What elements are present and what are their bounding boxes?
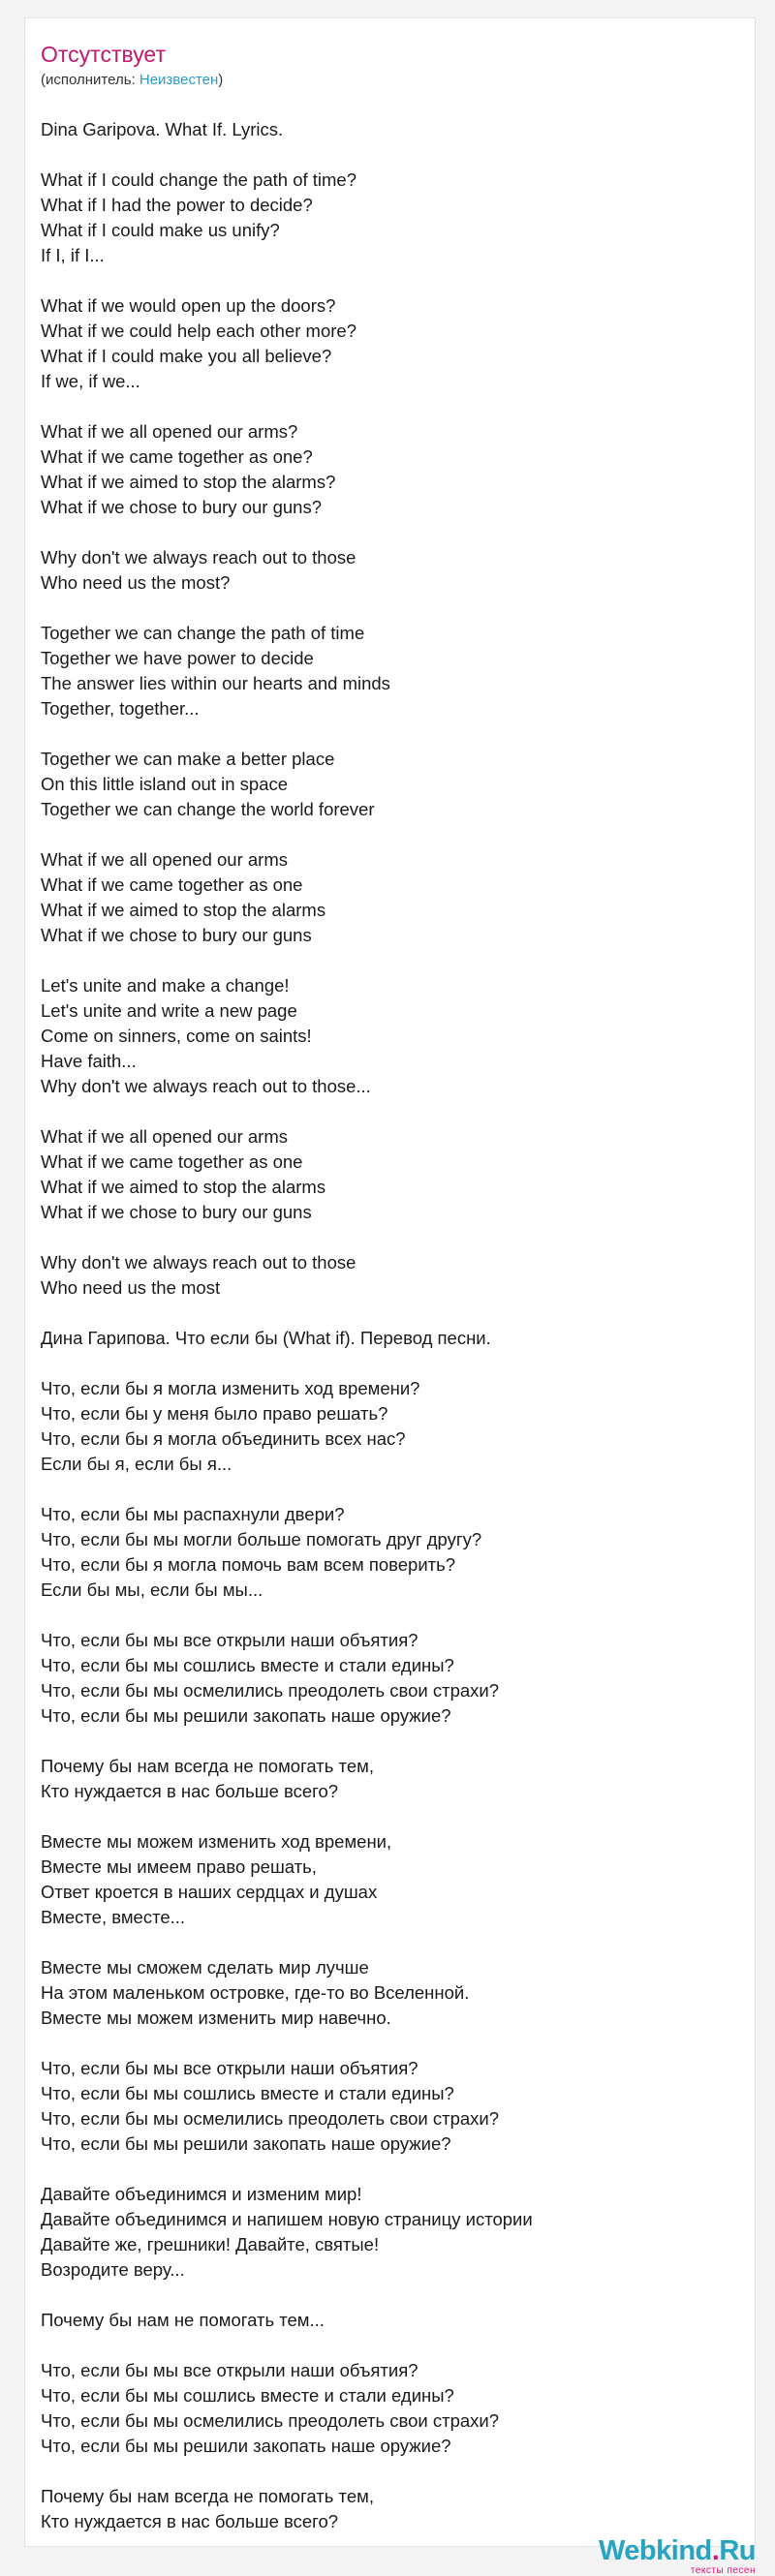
lyrics-line: Почему бы нам не помогать тем... <box>41 2310 325 2330</box>
lyrics-line: Together we can make a better place <box>41 749 335 769</box>
lyrics-stanza <box>41 2056 739 2157</box>
lyrics-line: If I, if I... <box>41 245 105 265</box>
lyrics-line: Что, если бы мы распахнули двери? <box>41 1504 345 1524</box>
lyrics-line: Что, если бы мы осмелились преодолеть свои страхи? <box>41 2410 500 2431</box>
lyrics-line: Что, если бы мы все открыли наши объятия? <box>41 2058 418 2078</box>
lyrics-line: What if we came together as one <box>41 874 303 895</box>
lyrics-line: Давайте объединимся и изменим мир! <box>41 2184 362 2204</box>
lyrics-line: Who need us the most <box>41 1277 221 1298</box>
lyrics-line: Давайте объединимся и напишем новую страницу истории <box>41 2209 533 2229</box>
lyrics-line: Что, если бы я могла изменить ход времени? <box>41 1378 420 1398</box>
lyrics-line: Why don't we always reach out to those <box>41 1252 356 1273</box>
lyrics-line: Почему бы нам всегда не помогать тем, <box>41 2486 374 2506</box>
lyrics-line: Что, если бы мы сошлись вместе и стали едины? <box>41 2385 454 2406</box>
lyrics-line: Have faith... <box>41 1051 137 1071</box>
lyrics-line: What if we chose to bury our guns <box>41 1202 312 1222</box>
lyrics-line: Вместе мы сможем сделать мир лучше <box>41 1957 369 1978</box>
lyrics-line: Почему бы нам всегда не помогать тем, <box>41 1756 374 1776</box>
lyrics-line: Что, если бы мы решили закопать наше оружие? <box>41 2133 451 2154</box>
lyrics-line: Together we can change the path of time <box>41 623 365 643</box>
lyrics-card <box>24 17 756 2547</box>
artist-link[interactable]: Неизвестен <box>139 72 219 88</box>
lyrics-line: Давайте же, грешники! Давайте, святые! <box>41 2234 380 2254</box>
logo-tagline: тексты песен <box>690 2565 756 2576</box>
lyrics-stanza <box>41 621 739 721</box>
lyrics-line: What if we aimed to stop the alarms? <box>41 472 336 492</box>
lyrics-line: The answer lies within our hearts and minds <box>41 673 390 693</box>
lyrics-stanza <box>41 2182 739 2283</box>
lyrics-line: Come on sinners, come on saints! <box>41 1026 312 1046</box>
lyrics-stanza <box>41 419 739 520</box>
lyrics-line: Dina Garipova. What If. Lyrics. <box>41 119 284 139</box>
lyrics-line: On this little island out in space <box>41 774 289 794</box>
lyrics-line: Ответ кроется в наших сердцах и душах <box>41 1882 378 1902</box>
lyrics-stanza <box>41 117 739 142</box>
lyrics-line: Кто нуждается в нас больше всего? <box>41 1781 339 1801</box>
lyrics-line: Who need us the most? <box>41 572 231 593</box>
lyrics-line: What if we could help each other more? <box>41 321 356 341</box>
lyrics-line: Why don't we always reach out to those... <box>41 1076 371 1096</box>
lyrics-line: What if we all opened our arms <box>41 849 289 870</box>
lyrics-line: Что, если бы мы сошлись вместе и стали едины? <box>41 1655 454 1675</box>
lyrics-stanza <box>41 1628 739 1729</box>
lyrics-line: Что, если бы мы все открыли наши объятия? <box>41 2360 418 2380</box>
lyrics-line: Вместе мы можем изменить ход времени, <box>41 1831 392 1852</box>
artist-suffix: ) <box>218 72 224 88</box>
lyrics-stanza <box>41 1326 739 1351</box>
lyrics-line: Если бы я, если бы я... <box>41 1454 232 1474</box>
lyrics-line: Вместе, вместе... <box>41 1907 186 1927</box>
lyrics-stanza <box>41 1376 739 1477</box>
lyrics-stanza <box>41 545 739 596</box>
logo-wordmark <box>599 2537 756 2565</box>
lyrics-line: Что, если бы мы осмелились преодолеть свои страхи? <box>41 1680 500 1701</box>
lyrics-line: Вместе мы можем изменить мир навечно. <box>41 2008 391 2028</box>
lyrics-stanza <box>41 293 739 394</box>
lyrics-stanza <box>41 1955 739 2031</box>
lyrics-line: What if we chose to bury our guns? <box>41 497 322 517</box>
lyrics-line: Что, если бы мы могли больше помогать друг другу? <box>41 1529 482 1549</box>
lyrics-line: Что, если бы мы осмелились преодолеть свои страхи? <box>41 2108 500 2129</box>
lyrics-stanza <box>41 168 739 268</box>
lyrics-line: Что, если бы мы все открыли наши объятия? <box>41 1630 418 1650</box>
lyrics-line: На этом маленьком островке, где-то во Вселенной. <box>41 1982 470 2003</box>
lyrics-line: Кто нуждается в нас больше всего? <box>41 2511 339 2531</box>
lyrics-stanza <box>41 1829 739 1930</box>
artist-prefix: (исполнитель: <box>41 72 140 88</box>
lyrics-line: Если бы мы, если бы мы... <box>41 1579 264 1600</box>
lyrics-line: What if I could change the path of time? <box>41 169 356 190</box>
lyrics-line: Let's unite and write a new page <box>41 1000 297 1021</box>
lyrics-line: Что, если бы я могла объединить всех нас? <box>41 1428 406 1449</box>
lyrics-stanza <box>41 1124 739 1225</box>
logo-dot: . <box>711 2535 720 2566</box>
lyrics-stanza <box>41 747 739 822</box>
lyrics-stanza <box>41 1250 739 1301</box>
artist-line <box>41 71 739 90</box>
lyrics-line: Возродите веру... <box>41 2259 185 2280</box>
lyrics-line: Что, если бы я могла помочь вам всем поверить? <box>41 1554 456 1575</box>
lyrics-line: Что, если бы у меня было право решать? <box>41 1403 388 1424</box>
lyrics-stanza <box>41 2484 739 2534</box>
lyrics-line: What if we came together as one? <box>41 446 313 467</box>
lyrics-line: Let's unite and make a change! <box>41 975 290 996</box>
lyrics-stanza <box>41 1502 739 1603</box>
lyrics-line: What if we came together as one <box>41 1151 303 1172</box>
lyrics-line: What if we chose to bury our guns <box>41 925 312 945</box>
lyrics-line: What if we all opened our arms? <box>41 421 298 442</box>
lyrics-stanza <box>41 1754 739 1804</box>
lyrics-line: Что, если бы мы решили закопать наше оружие? <box>41 2436 451 2456</box>
lyrics-line: Дина Гарипова. Что если бы (What if). Перевод песни. <box>41 1328 491 1348</box>
lyrics-line: What if we aimed to stop the alarms <box>41 1177 326 1197</box>
logo-name: Webkind <box>598 2535 712 2566</box>
lyrics-line: What if I could make us unify? <box>41 220 280 240</box>
lyrics-line: Вместе мы имеем право решать, <box>41 1856 317 1877</box>
lyrics-stanza <box>41 2358 739 2459</box>
lyrics-line: What if I could make you all believe? <box>41 346 332 366</box>
song-title: Отсутствует <box>41 42 166 67</box>
lyrics-line: What if we aimed to stop the alarms <box>41 900 326 920</box>
lyrics-line: If we, if we... <box>41 371 140 391</box>
logo-tld: Ru <box>719 2535 756 2566</box>
lyrics-line: What if we all opened our arms <box>41 1126 289 1147</box>
lyrics-stanza <box>41 847 739 948</box>
lyrics-stanza <box>41 2308 739 2333</box>
lyrics-line: Что, если бы мы сошлись вместе и стали едины? <box>41 2083 454 2103</box>
lyrics-line: Together, together... <box>41 698 200 719</box>
lyrics-line: Together we have power to decide <box>41 648 314 668</box>
lyrics-line: What if I had the power to decide? <box>41 195 313 215</box>
site-logo[interactable] <box>599 2537 756 2576</box>
lyrics-line: What if we would open up the doors? <box>41 295 336 316</box>
lyrics-stanza <box>41 973 739 1099</box>
lyrics-line: Why don't we always reach out to those <box>41 547 356 567</box>
lyrics-line: Что, если бы мы решили закопать наше оружие? <box>41 1705 451 1726</box>
lyrics-line: Together we can change the world forever <box>41 799 375 819</box>
lyrics-body <box>41 117 739 2534</box>
